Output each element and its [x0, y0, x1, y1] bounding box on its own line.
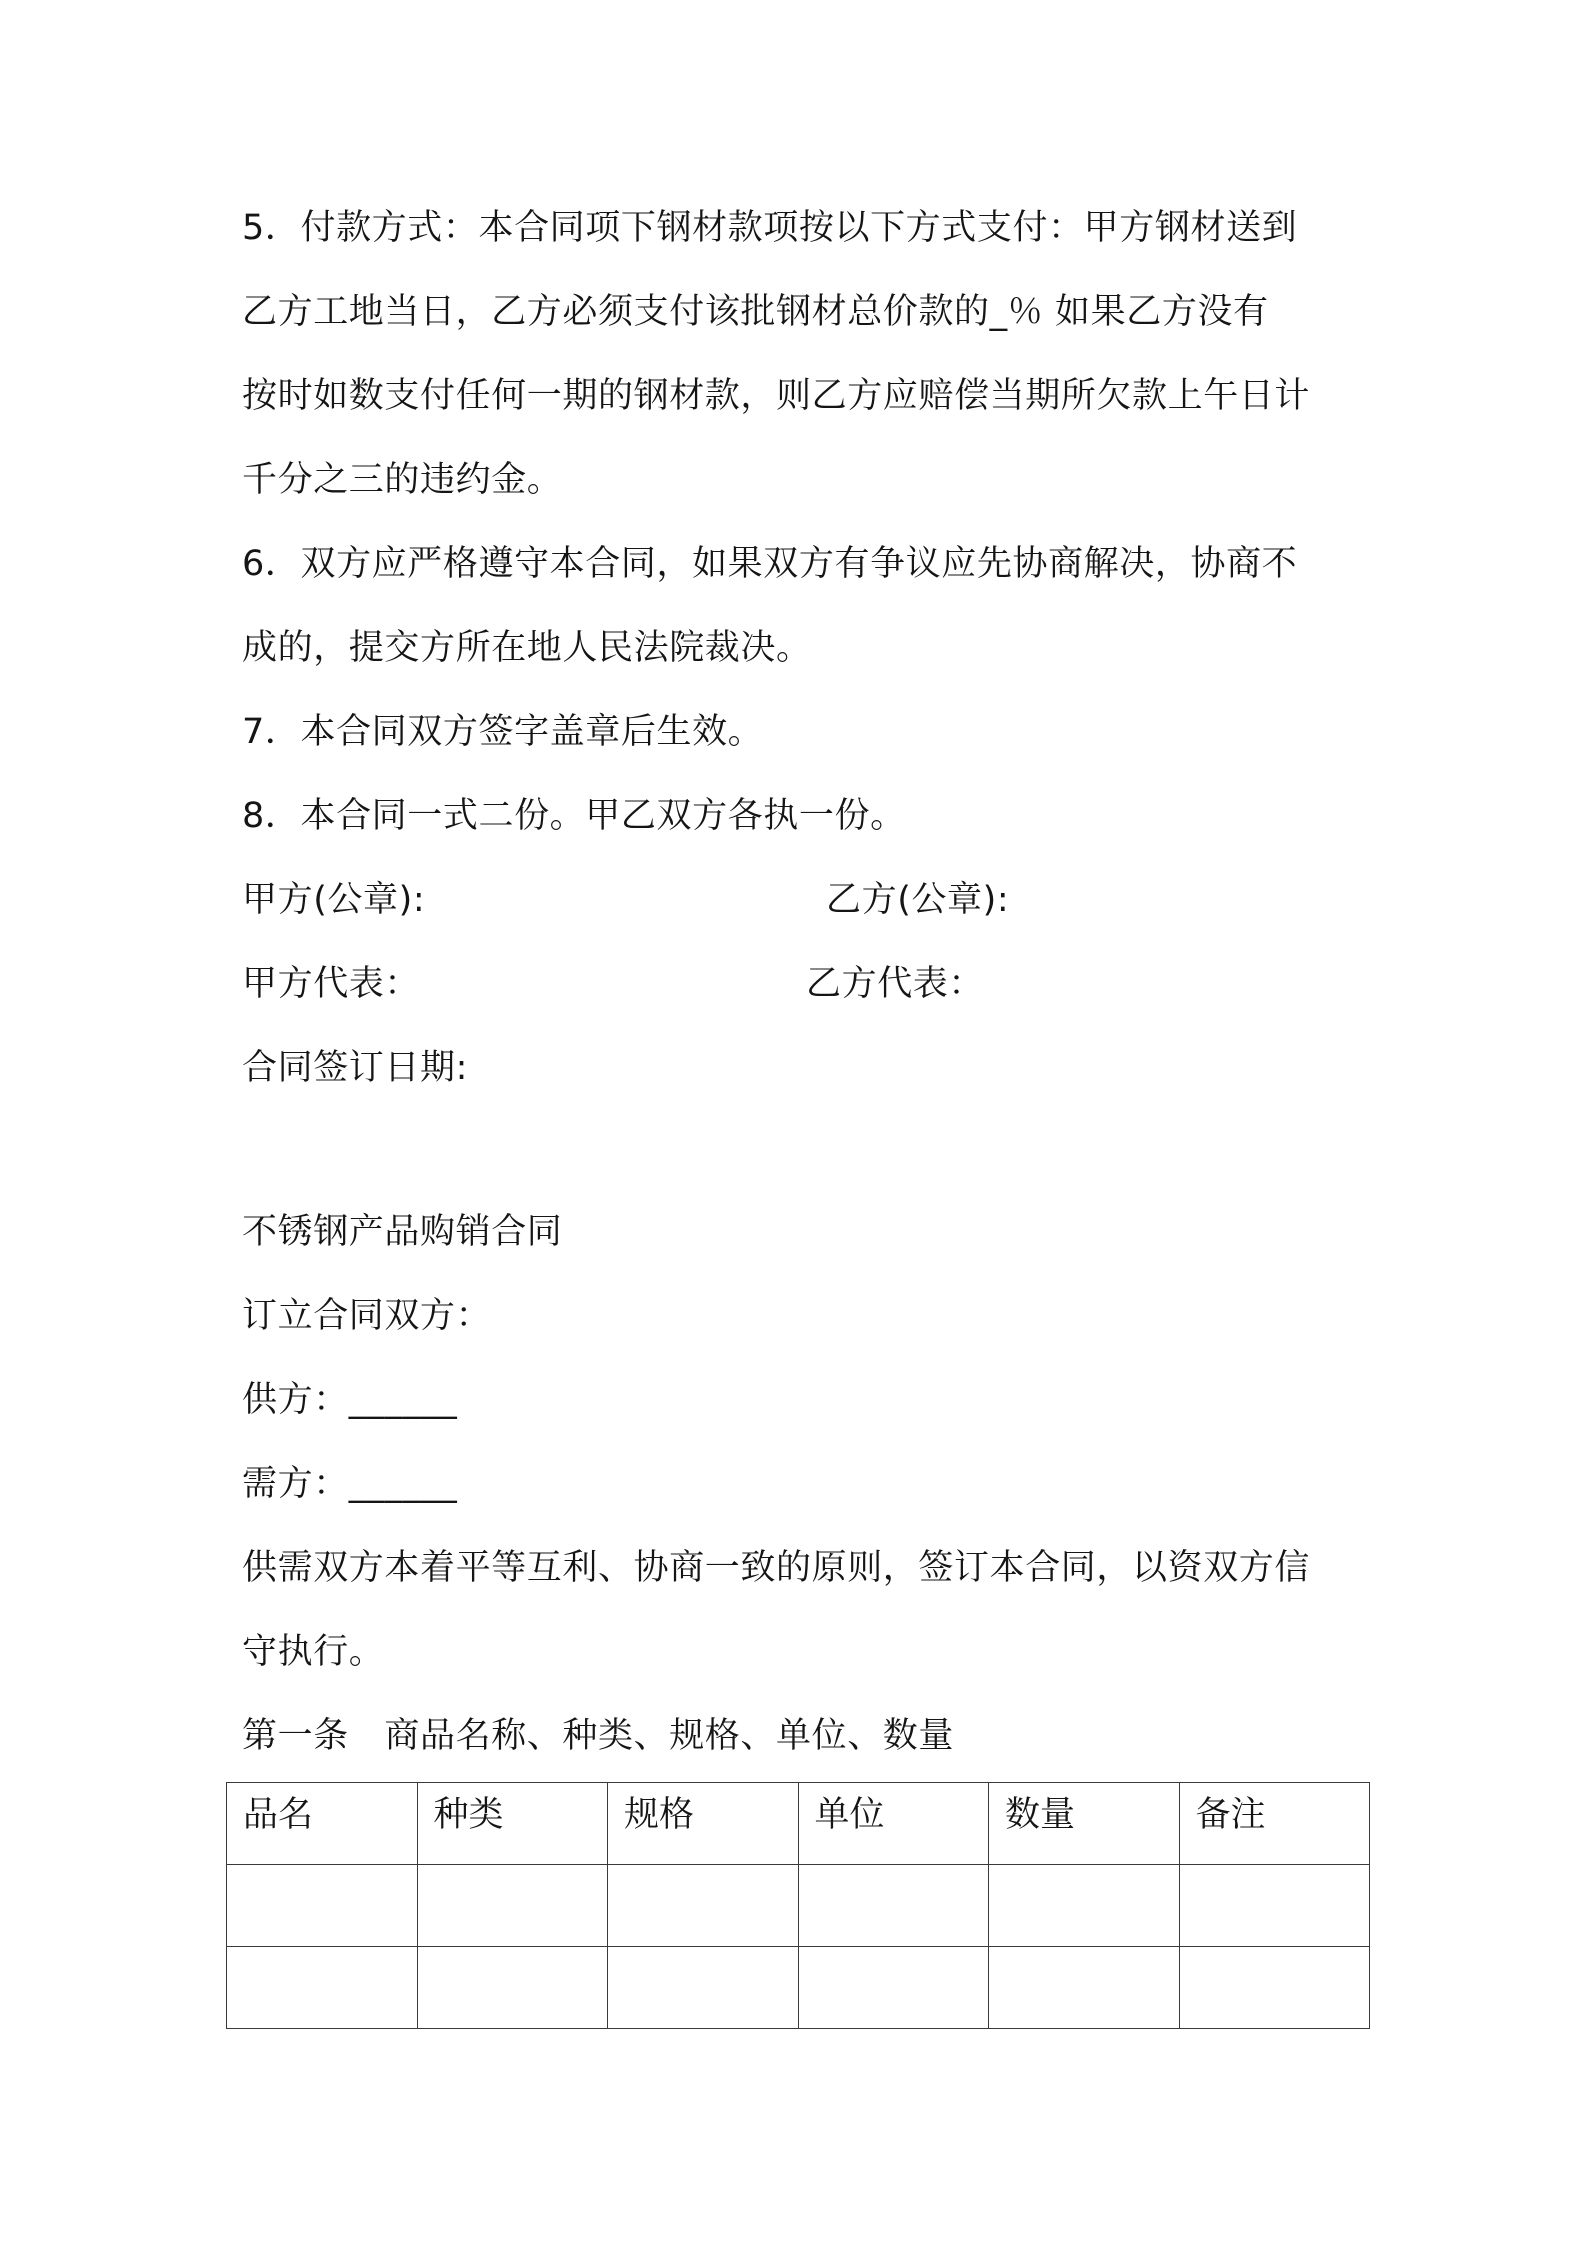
party-b-seal-label: 乙方(公章):: [826, 880, 1010, 920]
header-cell: 种类: [417, 1783, 608, 1865]
preamble-line-1: 供需双方本着平等互利、协商一致的原则，签订本合同，以资双方信: [242, 1548, 1311, 1588]
table-cell: [1179, 1865, 1370, 1947]
table-cell: [608, 1865, 799, 1947]
clause-5-line-2: 乙方工地当日，乙方必须支付该批钢材总价款的_％ 如果乙方没有: [242, 292, 1269, 332]
clause-5-line-3: 按时如数支付任何一期的钢材款，则乙方应赔偿当期所欠款上午日计: [242, 376, 1311, 416]
table-cell: [608, 1947, 799, 2029]
header-cell: 备注: [1179, 1783, 1370, 1865]
preamble-line-2: 守执行。: [242, 1632, 385, 1672]
table-cell: [989, 1865, 1180, 1947]
table-row: [227, 1865, 1370, 1947]
sign-date-label: 合同签订日期:: [242, 1048, 468, 1088]
header-cell: 单位: [798, 1783, 989, 1865]
party-b-rep-label: 乙方代表：: [806, 964, 985, 1004]
table-cell: [1179, 1947, 1370, 2029]
clause-5-line-4: 千分之三的违约金。: [242, 460, 563, 500]
header-cell: 品名: [227, 1783, 418, 1865]
table-cell: [417, 1865, 608, 1947]
table-row: [227, 1947, 1370, 2029]
buyer-line: 需方：______: [242, 1464, 458, 1504]
clause-6-line-1: 6．双方应严格遵守本合同，如果双方有争议应先协商解决，协商不: [242, 544, 1298, 584]
header-cell: 规格: [608, 1783, 799, 1865]
party-a-seal-label: 甲方(公章):: [242, 880, 426, 920]
clause-6-line-2: 成的，提交方所在地人民法院裁决。: [242, 628, 812, 668]
table-cell: [227, 1865, 418, 1947]
table-cell: [417, 1947, 608, 2029]
table-cell: [227, 1947, 418, 2029]
party-a-rep-label: 甲方代表：: [242, 964, 421, 1004]
supplier-line: 供方：______: [242, 1380, 458, 1420]
parties-label: 订立合同双方：: [242, 1296, 492, 1336]
table-header-row: [227, 1783, 1370, 1865]
header-cell: 数量: [989, 1783, 1180, 1865]
clause-5-line-1: 5．付款方式：本合同项下钢材款项按以下方式支付：甲方钢材送到: [242, 208, 1298, 248]
clause-7: 7．本合同双方签字盖章后生效。: [242, 712, 764, 752]
article-one-heading: 第一条 商品名称、种类、规格、单位、数量: [242, 1716, 955, 1756]
contract-title: 不锈钢产品购销合同: [242, 1212, 563, 1252]
table-cell: [989, 1947, 1180, 2029]
table-cell: [798, 1865, 989, 1947]
clause-8: 8．本合同一式二份。甲乙双方各执一份。: [242, 796, 906, 836]
goods-table: [226, 1782, 1370, 2029]
table-cell: [798, 1947, 989, 2029]
